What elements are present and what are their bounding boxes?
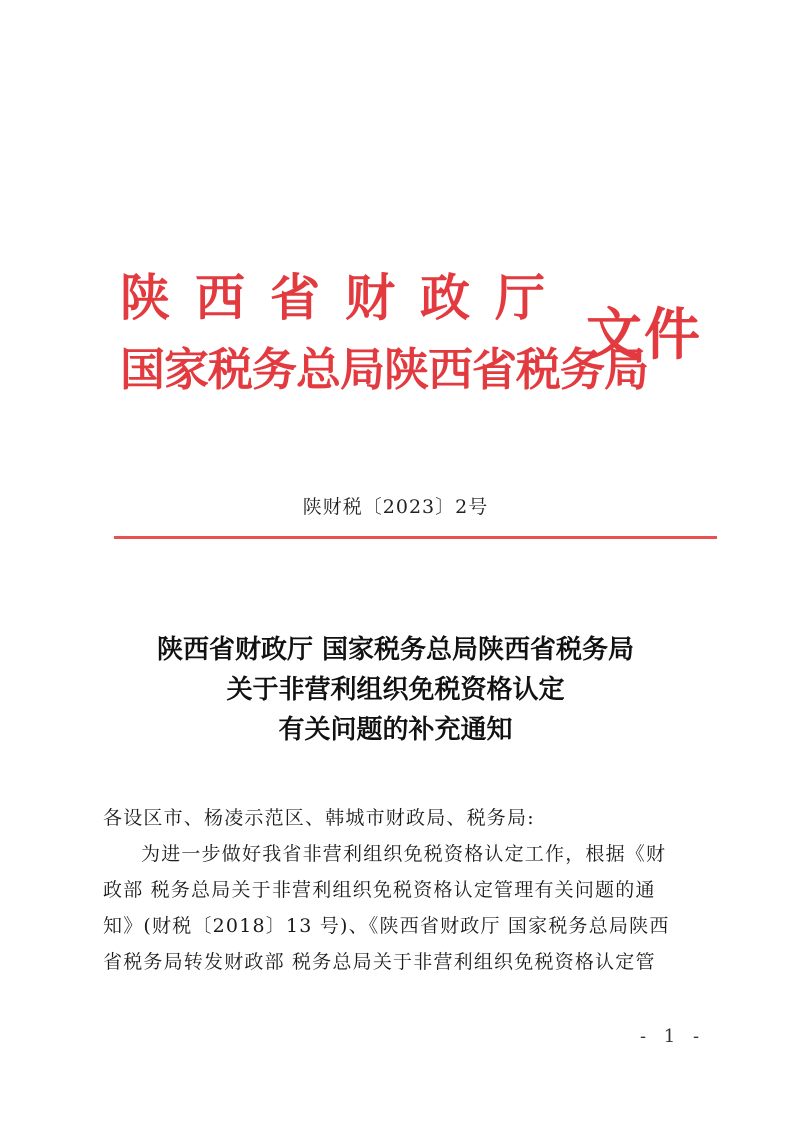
title-line-2: 关于非营利组织免税资格认定 xyxy=(226,675,565,705)
body-line-1: 为进一步做好我省非营利组织免税资格认定工作，根据《财 xyxy=(141,843,667,865)
body-line-3: 知》(财税〔2018〕13 号)、《陕西省财政厅 国家税务总局陕西 xyxy=(103,915,670,937)
body-line-4: 省税务局转发财政部 税务总局关于非营利组织免税资格认定管 xyxy=(103,951,656,973)
body-line-2: 政部 税务总局关于非营利组织免税资格认定管理有关问题的通 xyxy=(103,879,656,901)
page-number: - 1 - xyxy=(640,1026,706,1047)
red-divider xyxy=(114,536,717,539)
title-line-1: 陕西省财政厅 国家税务总局陕西省税务局 xyxy=(156,635,635,665)
doc-type-label: 文件 xyxy=(586,302,702,368)
letterhead xyxy=(100,268,720,418)
document-number: 陕财税〔2023〕2号 xyxy=(302,496,489,518)
title-line-3: 有关问题的补充通知 xyxy=(278,715,513,745)
document-body xyxy=(103,800,693,980)
issuer-name-1: 陕西省财政厅 xyxy=(120,268,570,327)
issuer-name-2: 国家税务总局陕西省税务局 xyxy=(120,343,649,396)
document-title xyxy=(0,630,791,750)
salutation: 各设区市、杨凌示范区、韩城市财政局、税务局: xyxy=(103,807,535,829)
